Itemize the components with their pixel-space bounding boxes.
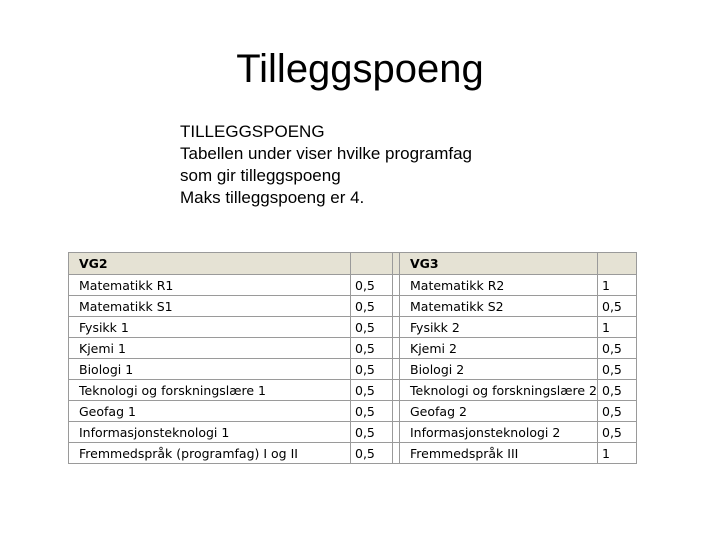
tilleggspoeng-table bbox=[68, 252, 637, 464]
column-gap bbox=[393, 380, 400, 401]
table-row bbox=[69, 296, 637, 317]
vg2-subject-cell: Matematikk R1 bbox=[69, 275, 351, 296]
vg3-subject-cell: Matematikk S2 bbox=[400, 296, 598, 317]
intro-line: Maks tilleggspoeng er 4. bbox=[180, 188, 365, 207]
vg2-subject-cell: Geofag 1 bbox=[69, 401, 351, 422]
vg3-points-cell bbox=[598, 422, 637, 443]
vg2-points-cell bbox=[351, 338, 393, 359]
vg3-header: VG3 bbox=[400, 253, 598, 275]
column-gap bbox=[393, 422, 400, 443]
vg2-points-cell bbox=[351, 443, 393, 464]
vg2-points-value: 0,5 bbox=[355, 319, 375, 335]
vg3-points-value: 0,5 bbox=[602, 340, 622, 356]
vg3-points-value: 0,5 bbox=[602, 298, 622, 314]
vg3-points-cell bbox=[598, 401, 637, 422]
vg2-points-value: 0,5 bbox=[355, 424, 375, 440]
vg2-points-value: 0,5 bbox=[355, 445, 375, 461]
intro-line: Tabellen under viser hvilke programfag bbox=[180, 144, 472, 163]
vg2-subject-cell: Kjemi 1 bbox=[69, 338, 351, 359]
table-row bbox=[69, 317, 637, 338]
column-gap bbox=[393, 401, 400, 422]
column-gap bbox=[393, 296, 400, 317]
column-gap bbox=[393, 359, 400, 380]
vg3-subject-cell: Biologi 2 bbox=[400, 359, 598, 380]
vg3-points-cell bbox=[598, 275, 637, 296]
table-header-row bbox=[69, 253, 637, 275]
vg3-subject-cell: Informasjonsteknologi 2 bbox=[400, 422, 598, 443]
vg3-points-value: 1 bbox=[602, 277, 610, 293]
vg2-points-value: 0,5 bbox=[355, 277, 375, 293]
vg3-points-cell bbox=[598, 296, 637, 317]
vg3-points-cell bbox=[598, 359, 637, 380]
vg3-points-value: 0,5 bbox=[602, 424, 622, 440]
table-row bbox=[69, 380, 637, 401]
vg3-points-cell bbox=[598, 317, 637, 338]
intro-line: TILLEGGSPOENG bbox=[180, 122, 325, 141]
vg3-subject-cell: Kjemi 2 bbox=[400, 338, 598, 359]
column-gap bbox=[393, 275, 400, 296]
vg3-points-value: 0,5 bbox=[602, 403, 622, 419]
table-row bbox=[69, 338, 637, 359]
table-row bbox=[69, 422, 637, 443]
vg2-points-cell bbox=[351, 380, 393, 401]
vg3-points-value: 1 bbox=[602, 445, 610, 461]
vg2-points-cell bbox=[351, 422, 393, 443]
table-row bbox=[69, 359, 637, 380]
table-row bbox=[69, 275, 637, 296]
vg2-subject-cell: Teknologi og forskningslære 1 bbox=[69, 380, 351, 401]
slide-title: Tilleggspoeng bbox=[236, 47, 484, 91]
column-gap bbox=[393, 443, 400, 464]
vg3-points-value: 0,5 bbox=[602, 361, 622, 377]
vg3-header-filler bbox=[598, 253, 637, 275]
vg3-subject-cell: Teknologi og forskningslære 2 bbox=[400, 380, 598, 401]
vg2-subject-cell: Matematikk S1 bbox=[69, 296, 351, 317]
intro-text bbox=[180, 121, 472, 209]
vg3-points-value: 1 bbox=[602, 319, 610, 335]
vg2-subject-cell: Fremmedspråk (programfag) I og II bbox=[69, 443, 351, 464]
vg2-points-value: 0,5 bbox=[355, 361, 375, 377]
vg2-subject-cell: Fysikk 1 bbox=[69, 317, 351, 338]
vg2-points-cell bbox=[351, 275, 393, 296]
vg2-points-cell bbox=[351, 401, 393, 422]
vg3-points-cell bbox=[598, 443, 637, 464]
vg3-subject-cell: Fremmedspråk III bbox=[400, 443, 598, 464]
vg3-subject-cell: Matematikk R2 bbox=[400, 275, 598, 296]
table-row bbox=[69, 401, 637, 422]
vg2-header-filler bbox=[351, 253, 393, 275]
table-row bbox=[69, 443, 637, 464]
vg2-points-value: 0,5 bbox=[355, 298, 375, 314]
vg2-subject-cell: Biologi 1 bbox=[69, 359, 351, 380]
vg2-points-cell bbox=[351, 317, 393, 338]
vg3-points-cell bbox=[598, 338, 637, 359]
intro-line: som gir tilleggspoeng bbox=[180, 166, 341, 185]
vg2-points-cell bbox=[351, 359, 393, 380]
column-gap bbox=[393, 338, 400, 359]
vg2-points-cell bbox=[351, 296, 393, 317]
vg3-points-value: 0,5 bbox=[602, 382, 622, 398]
vg3-subject-cell: Geofag 2 bbox=[400, 401, 598, 422]
vg3-subject-cell: Fysikk 2 bbox=[400, 317, 598, 338]
vg3-points-cell bbox=[598, 380, 637, 401]
vg2-points-value: 0,5 bbox=[355, 403, 375, 419]
vg2-header: VG2 bbox=[69, 253, 351, 275]
column-gap bbox=[393, 317, 400, 338]
column-gap bbox=[393, 253, 400, 275]
vg2-points-value: 0,5 bbox=[355, 340, 375, 356]
vg2-subject-cell: Informasjonsteknologi 1 bbox=[69, 422, 351, 443]
vg2-points-value: 0,5 bbox=[355, 382, 375, 398]
